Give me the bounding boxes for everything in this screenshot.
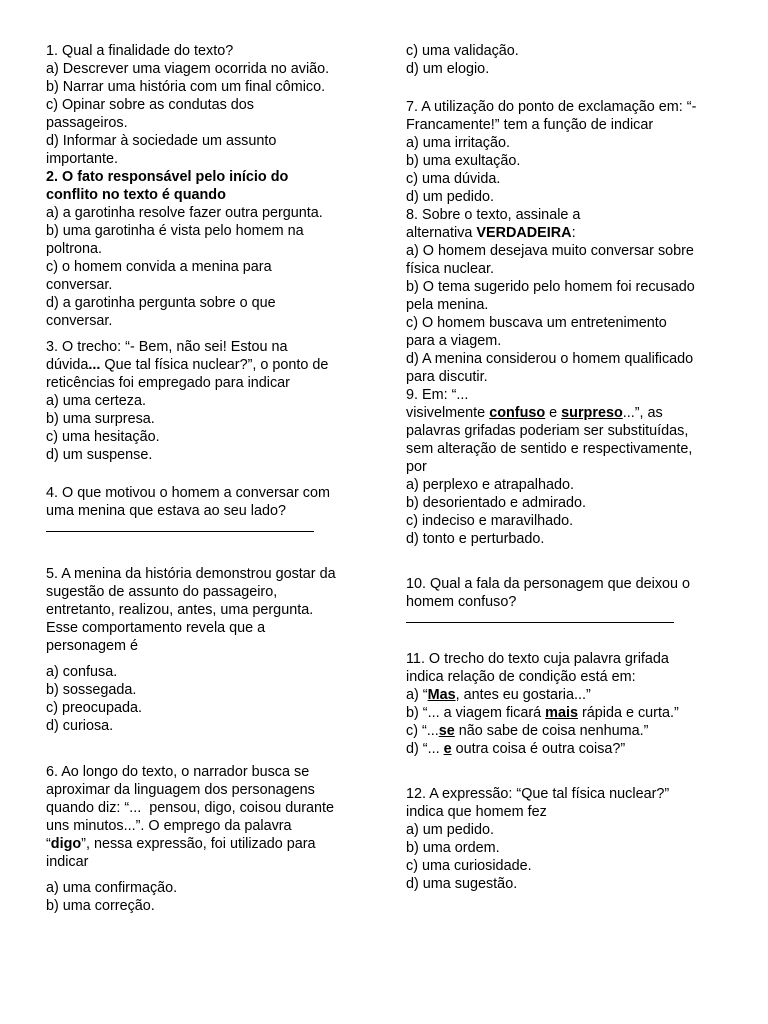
question-12-option: a) um pedido. — [406, 822, 494, 838]
underlined-word: Mas — [427, 687, 456, 703]
question-1-option: c) Opinar sobre as condutas dos — [46, 97, 254, 113]
question-8-stem: 8. Sobre o texto, assinale a — [406, 207, 581, 223]
question-12-stem: 12. A expressão: “Que tal física nuclear?” — [406, 786, 670, 802]
question-3 — [46, 338, 364, 464]
right-column — [406, 42, 724, 893]
question-9-text: visivelmente — [406, 405, 490, 421]
question-9-text: ...”, as — [622, 405, 663, 421]
question-5-stem: Esse comportamento revela que a — [46, 620, 266, 636]
question-9-text: e — [545, 405, 562, 421]
question-7-stem: Francamente!” tem a função de indicar — [406, 117, 654, 133]
question-7-stem: 7. A utilização do ponto de exclamação em: “- — [406, 99, 697, 115]
question-11-stem: indica relação de condição está em: — [406, 669, 636, 685]
question-9-option: c) indeciso e maravilhado. — [406, 513, 574, 529]
question-5-stem: personagem é — [46, 638, 139, 654]
question-1-option: importante. — [46, 151, 118, 167]
question-11-option — [406, 722, 724, 740]
question-12-option: b) uma ordem. — [406, 840, 500, 856]
question-4-stem: 4. O que motivou o homem a conversar com — [46, 485, 330, 501]
question-6-option: d) um elogio. — [406, 61, 490, 77]
question-9-option: b) desorientado e admirado. — [406, 495, 586, 511]
question-6-stem: indicar — [46, 854, 89, 870]
option-text: outra coisa é outra coisa?” — [451, 741, 626, 757]
underlined-word: se — [438, 723, 455, 739]
question-11-option — [406, 704, 724, 722]
question-5-option: b) sossegada. — [46, 682, 137, 698]
question-4 — [46, 484, 364, 532]
left-column — [46, 42, 364, 915]
question-2-stem: 2. O fato responsável pelo início do — [46, 169, 289, 185]
question-3-text: Que tal física nuclear?”, o ponto de — [100, 357, 329, 373]
underlined-word: confuso — [489, 405, 546, 421]
question-6-text: ”, nessa expressão, foi utilizado para — [81, 836, 316, 852]
question-6-option: b) uma correção. — [46, 898, 155, 914]
question-9-option: a) perplexo e atrapalhado. — [406, 477, 575, 493]
question-6-stem: quando diz: “... pensou, digo, coisou durante — [46, 800, 335, 816]
option-text: d) “... — [406, 741, 444, 757]
question-6-stem: 6. Ao longo do texto, o narrador busca se — [46, 764, 310, 780]
question-12 — [406, 785, 724, 893]
question-2-stem: conflito no texto é quando — [46, 187, 226, 203]
question-11-stem: 11. O trecho do texto cuja palavra grifada — [406, 651, 669, 667]
question-9-stem: 9. Em: “... — [406, 387, 469, 403]
option-text: a) “ — [406, 687, 428, 703]
question-2-option: conversar. — [46, 313, 113, 329]
question-3-option: d) um suspense. — [46, 447, 153, 463]
question-9-stem: por — [406, 459, 427, 475]
question-10 — [406, 575, 724, 623]
option-text: rápida e curta.” — [577, 705, 679, 721]
question-1-option: d) Informar à sociedade um assunto — [46, 133, 277, 149]
question-6-option: a) uma confirmação. — [46, 880, 178, 896]
question-2-option: b) uma garotinha é vista pelo homem na — [46, 223, 304, 239]
option-text: b) “... a viagem ficará — [406, 705, 546, 721]
question-7-option: b) uma exultação. — [406, 153, 521, 169]
question-8-text: alternativa — [406, 225, 477, 241]
question-9-stem: sem alteração de sentido e respectivamente, — [406, 441, 693, 457]
question-8-option: a) O homem desejava muito conversar sobre — [406, 243, 694, 259]
question-8-option: física nuclear. — [406, 261, 494, 277]
question-11-option — [406, 686, 724, 704]
question-2 — [46, 168, 364, 330]
ellipsis-bold: ... — [88, 357, 101, 373]
question-12-option: d) uma sugestão. — [406, 876, 518, 892]
question-8-stem — [406, 224, 724, 242]
emphasis-word: VERDADEIRA — [476, 225, 572, 241]
question-1-option: a) Descrever uma viagem ocorrida no avião. — [46, 61, 330, 77]
question-6-continued — [406, 42, 724, 78]
question-1 — [46, 42, 364, 168]
underlined-word: e — [443, 741, 452, 757]
question-5 — [46, 565, 364, 735]
question-3-option: b) uma surpresa. — [46, 411, 155, 427]
question-3-stem: reticências foi empregado para indicar — [46, 375, 290, 391]
question-5-option: c) preocupada. — [46, 700, 142, 716]
question-2-option: poltrona. — [46, 241, 103, 257]
question-6 — [46, 763, 364, 915]
question-1-option: passageiros. — [46, 115, 128, 131]
answer-line[interactable] — [46, 520, 314, 532]
question-12-option: c) uma curiosidade. — [406, 858, 532, 874]
answer-line[interactable] — [406, 611, 674, 623]
question-8-option: b) O tema sugerido pelo homem foi recusado — [406, 279, 695, 295]
question-3-option: c) uma hesitação. — [46, 429, 160, 445]
question-7-option: c) uma dúvida. — [406, 171, 501, 187]
question-5-option: d) curiosa. — [46, 718, 114, 734]
question-6-stem: uns minutos...”. O emprego da palavra — [46, 818, 292, 834]
question-1-option: b) Narrar uma história com um final cômico. — [46, 79, 326, 95]
question-2-option: c) o homem convida a menina para — [46, 259, 272, 275]
question-5-stem: entretanto, realizou, antes, uma pergunta. — [46, 602, 314, 618]
question-6-stem — [46, 835, 364, 853]
question-9-stem — [406, 404, 724, 422]
question-9-stem: palavras grifadas poderiam ser substituídas, — [406, 423, 689, 439]
question-8-option: pela menina. — [406, 297, 489, 313]
question-7 — [406, 98, 724, 206]
question-5-stem: 5. A menina da história demonstrou gostar da — [46, 566, 336, 582]
question-4-stem: uma menina que estava ao seu lado? — [46, 503, 287, 519]
question-2-option: d) a garotinha pergunta sobre o que — [46, 295, 276, 311]
question-11 — [406, 650, 724, 758]
question-2-option: a) a garotinha resolve fazer outra pergunta. — [46, 205, 323, 221]
underlined-word: surpreso — [561, 405, 623, 421]
question-7-option: d) um pedido. — [406, 189, 494, 205]
question-6-option: c) uma validação. — [406, 43, 519, 59]
question-7-option: a) uma irritação. — [406, 135, 510, 151]
question-8-option: para a viagem. — [406, 333, 502, 349]
question-5-option: a) confusa. — [46, 664, 118, 680]
question-9-option: d) tonto e perturbado. — [406, 531, 545, 547]
question-3-text: dúvida — [46, 357, 89, 373]
question-8-option: d) A menina considerou o homem qualificado — [406, 351, 694, 367]
question-11-option — [406, 740, 724, 758]
question-8-option: c) O homem buscava um entretenimento — [406, 315, 667, 331]
question-9 — [406, 386, 724, 548]
question-8-option: para discutir. — [406, 369, 488, 385]
question-3-stem — [46, 356, 364, 374]
question-8 — [406, 206, 724, 386]
question-1-stem: 1. Qual a finalidade do texto? — [46, 43, 234, 59]
question-3-stem: 3. O trecho: “- Bem, não sei! Estou na — [46, 339, 288, 355]
highlighted-word: digo — [50, 836, 82, 852]
question-3-option: a) uma certeza. — [46, 393, 146, 409]
question-8-text: : — [571, 225, 576, 241]
question-6-text: “ — [46, 836, 51, 852]
question-5-stem: sugestão de assunto do passageiro, — [46, 584, 278, 600]
option-text: c) “... — [406, 723, 439, 739]
option-text: não sabe de coisa nenhuma.” — [454, 723, 649, 739]
question-10-stem: homem confuso? — [406, 594, 517, 610]
question-12-stem: indica que homem fez — [406, 804, 547, 820]
question-6-stem: aproximar da linguagem dos personagens — [46, 782, 315, 798]
underlined-word: mais — [545, 705, 578, 721]
question-2-option: conversar. — [46, 277, 113, 293]
question-10-stem: 10. Qual a fala da personagem que deixou o — [406, 576, 691, 592]
option-text: , antes eu gostaria...” — [455, 687, 591, 703]
